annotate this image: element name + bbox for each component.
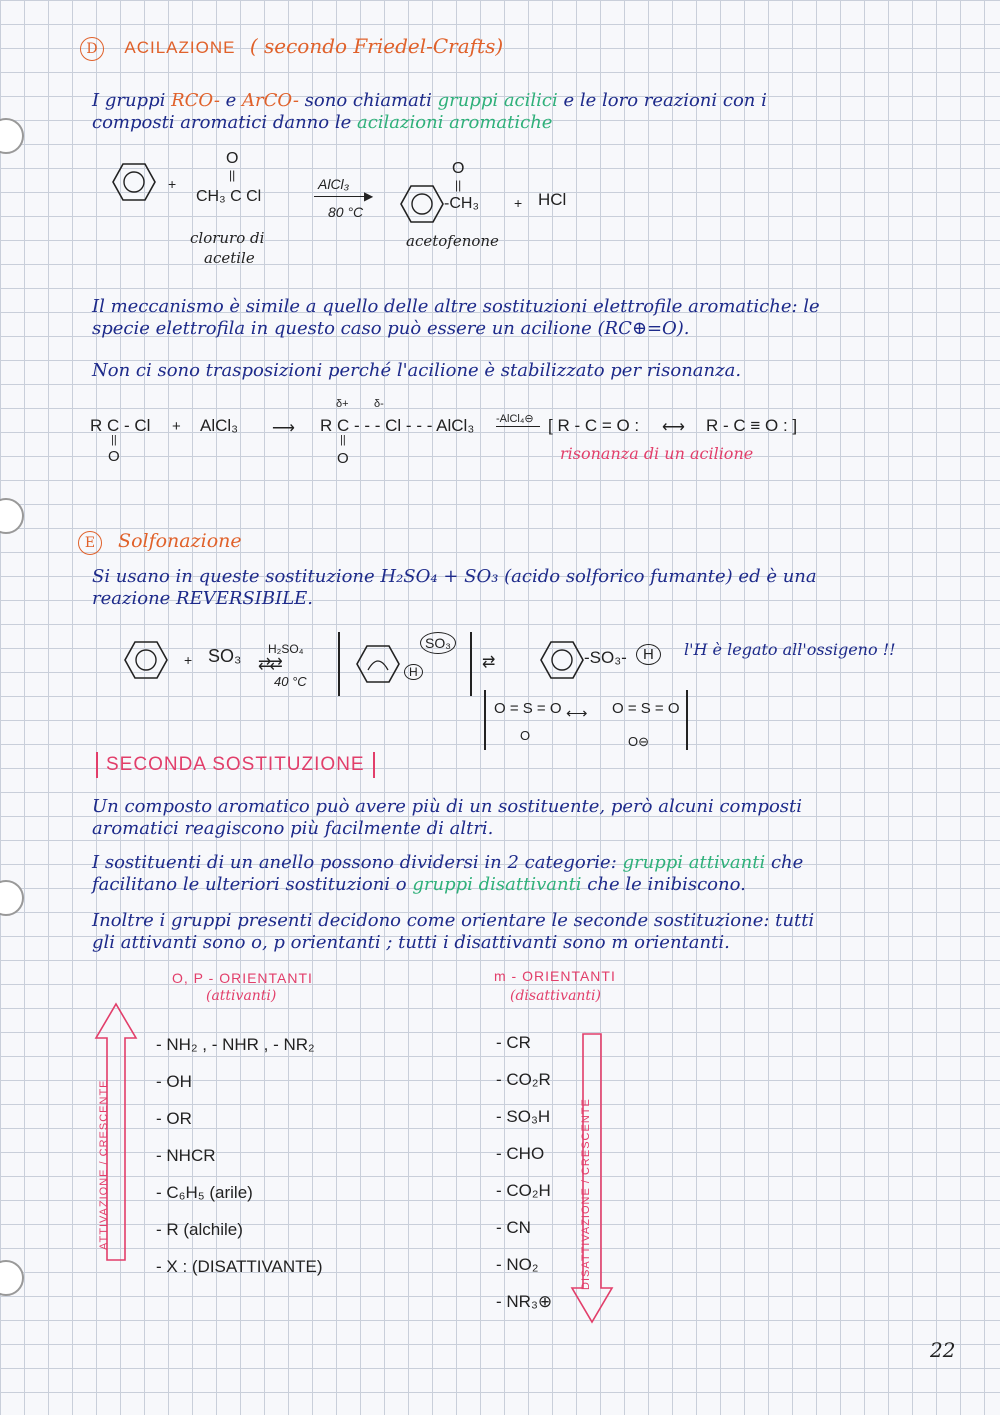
list-item: - CR	[496, 1033, 531, 1052]
catalyst-label: H₂SO₄	[268, 642, 304, 656]
deactivating-groups-term: gruppi disattivanti	[412, 874, 582, 895]
reagent-name	[190, 228, 264, 268]
paragraph-text: che	[770, 852, 804, 873]
intro-text: composti aromatici danno le	[92, 112, 352, 133]
op-directors-title: O, P - ORIENTANTI	[172, 970, 313, 986]
resonance-arrow: ⟷	[662, 419, 685, 436]
list-item: - NH₂ , - NHR , - NR₂	[156, 1035, 315, 1054]
h-atom: H	[404, 664, 423, 680]
list-item: - CO₂H	[496, 1181, 551, 1200]
section-d-header	[80, 34, 503, 61]
binder-hole	[0, 118, 24, 154]
benzene-ring	[112, 162, 156, 202]
list-item: - NHCR	[156, 1146, 216, 1165]
intro-text: sono chiamati	[304, 90, 432, 111]
resonance-label: risonanza di un acilione	[560, 444, 754, 463]
product-oxygen: O	[452, 160, 465, 177]
intro-text: e	[225, 90, 237, 111]
catalyst-label: AlCl₃	[318, 176, 350, 192]
list-item: - X : (DISATTIVANTE)	[156, 1257, 323, 1276]
reaction-arrow	[314, 196, 370, 197]
intro-text: I gruppi	[92, 90, 166, 111]
m-directors-title: m - ORIENTANTI	[494, 968, 616, 984]
plus-sign: +	[514, 195, 523, 211]
intro-text: e le loro reazioni con i	[563, 90, 767, 111]
paragraph-text: facilitano le ulteriori sostituzioni o	[92, 874, 407, 895]
benzene-ring	[400, 184, 444, 224]
section-e-marker: E	[78, 531, 102, 555]
aromatic-acylations-term: acilazioni aromatiche	[356, 112, 553, 133]
resonance-form-2: R - C ≡ O : ]	[706, 416, 798, 435]
reaction-arrow	[496, 426, 540, 427]
list-item: - OH	[156, 1072, 192, 1091]
oxygen-note: l'H è legato all'ossigeno !!	[684, 640, 896, 659]
activation-arrow-label: ATTIVAZIONE / CRESCENTE	[98, 1079, 110, 1250]
delta-minus: δ-	[374, 398, 384, 410]
section-d-subtitle: ( secondo Friedel-Crafts)	[249, 34, 504, 58]
so3-resonance-1-oxygen: O	[520, 728, 531, 743]
temperature-label: 40 °C	[274, 674, 307, 689]
benzene-ring	[124, 640, 168, 680]
paragraph-text: che le inibiscono.	[587, 874, 746, 895]
sulfonation-intro	[92, 566, 972, 610]
double-bond: ||	[111, 434, 117, 446]
activating-groups-term: gruppi attivanti	[622, 852, 766, 873]
mechanism-line: specie elettrofila in questo caso può essere un acilione (RC⊕=O).	[92, 318, 690, 339]
so3-formula: SO₃	[208, 646, 242, 666]
double-bond: ||	[455, 178, 462, 192]
carbonyl-oxygen: O	[226, 150, 239, 167]
reaction-arrow: ⟶	[272, 420, 295, 437]
so3-group: SO₃	[420, 632, 456, 654]
product-name: acetofenone	[406, 232, 499, 250]
list-item: - R (alchile)	[156, 1220, 243, 1239]
benzene-ring	[540, 640, 584, 680]
m-directors-subtitle: (disattivanti)	[510, 988, 601, 1004]
rco-group: RCO-	[171, 90, 220, 111]
second-sub-paragraph-1	[92, 796, 972, 840]
double-bond: ||	[340, 434, 346, 446]
so3-resonance-2-oxygen: O⊖	[628, 734, 650, 749]
section-e-title: Solfonazione	[118, 530, 242, 552]
plus-sign: +	[168, 176, 177, 192]
benzene-ring	[356, 644, 400, 684]
reagent-name-line: cloruro di	[190, 229, 265, 247]
plus-sign: +	[172, 418, 181, 435]
binder-hole	[0, 1260, 24, 1296]
paragraph-line: Inoltre i gruppi presenti decidono come orientare le seconde sostituzione: tutti	[92, 910, 815, 931]
sulfonic-acid-formula: -SO₃-	[584, 648, 627, 667]
paragraph-line: gli attivanti sono o, p orientanti ; tutti i disattivanti sono m orientanti.	[92, 932, 730, 953]
acetyl-chloride-formula: CH₃ C Cl	[196, 188, 262, 205]
double-bond: ||	[229, 168, 236, 182]
no-rearrangement-text: Non ci sono trasposizioni perché l'acilione è stabilizzato per risonanza.	[92, 360, 742, 381]
temperature-label: 80 °C	[328, 204, 364, 220]
resonance-form-1: [ R - C = O :	[548, 416, 640, 435]
acidic-h: H	[636, 644, 661, 665]
hcl-formula: HCl	[538, 190, 567, 209]
resonance-arrow: ⟷	[566, 705, 588, 722]
acyl-chloride-formula: R C - Cl	[90, 416, 151, 435]
complex-oxygen: O	[337, 450, 349, 467]
section-d-marker: D	[80, 37, 104, 61]
m-directors-list	[496, 1024, 552, 1320]
acyl-groups-term: gruppi acilici	[437, 90, 558, 111]
plus-sign: +	[184, 652, 193, 668]
arco-group: ArCO-	[242, 90, 299, 111]
sulfonation-line: reazione REVERSIBILE.	[92, 588, 314, 609]
list-item: - CHO	[496, 1144, 545, 1163]
complex-formula: R C - - - Cl - - - AlCl₃	[320, 416, 475, 435]
reagent-name-line: acetile	[204, 249, 255, 267]
deactivation-arrow	[570, 1032, 614, 1330]
deactivation-arrow-label: DISATTIVAZIONE / CRESCENTE	[580, 1098, 592, 1290]
mechanism-line: Il meccanismo è simile a quello delle altre sostituzioni elettrofile aromatiche: le	[92, 296, 820, 317]
alcl3-formula: AlCl₃	[200, 416, 239, 435]
list-item: - OR	[156, 1109, 192, 1128]
paragraph-line: Un composto aromatico può avere più di un sostituente, però alcuni composti	[92, 796, 803, 817]
list-item: - C₆H₅ (arile)	[156, 1183, 253, 1202]
so3-resonance-2: O = S = O	[612, 700, 680, 717]
equilibrium-arrow: ⇄⇄	[258, 656, 281, 673]
section-e-header	[78, 530, 242, 555]
arrow-head: ▶	[364, 189, 374, 203]
acetophenone-formula: -CH₃	[444, 195, 479, 212]
delta-plus: δ+	[336, 398, 349, 410]
binder-hole	[0, 498, 24, 534]
list-item: - CN	[496, 1218, 531, 1237]
list-item: - SO₃H	[496, 1107, 551, 1126]
alcl4-loss-label: -AlCl₄⊖	[496, 413, 534, 425]
acyl-oxygen: O	[108, 448, 120, 465]
section-d-title: ACILAZIONE	[124, 38, 236, 57]
intro-paragraph	[92, 90, 952, 134]
binder-hole	[0, 880, 24, 916]
second-substitution-title: SECONDA SOSTITUZIONE	[96, 752, 375, 778]
op-directors-subtitle: (attivanti)	[206, 988, 277, 1004]
so3-resonance-1: O = S = O	[494, 700, 562, 717]
op-directors-list	[156, 1026, 323, 1285]
paragraph-line: aromatici reagiscono più facilmente di altri.	[92, 818, 494, 839]
second-sub-paragraph-3	[92, 910, 972, 954]
mechanism-paragraph	[92, 296, 972, 340]
list-item: - NR₃⊕	[496, 1292, 553, 1311]
second-sub-paragraph-2	[92, 852, 972, 896]
paragraph-text: I sostituenti di un anello possono dividersi in 2 categorie:	[92, 852, 617, 873]
equilibrium-arrow: ⇄	[482, 654, 496, 671]
page-number: 22	[930, 1338, 956, 1362]
sulfonation-line: Si usano in queste sostituzione H₂SO₄ + SO₃ (acido solforico fumante) ed è una	[92, 566, 817, 587]
list-item: - CO₂R	[496, 1070, 551, 1089]
list-item: - NO₂	[496, 1255, 539, 1274]
